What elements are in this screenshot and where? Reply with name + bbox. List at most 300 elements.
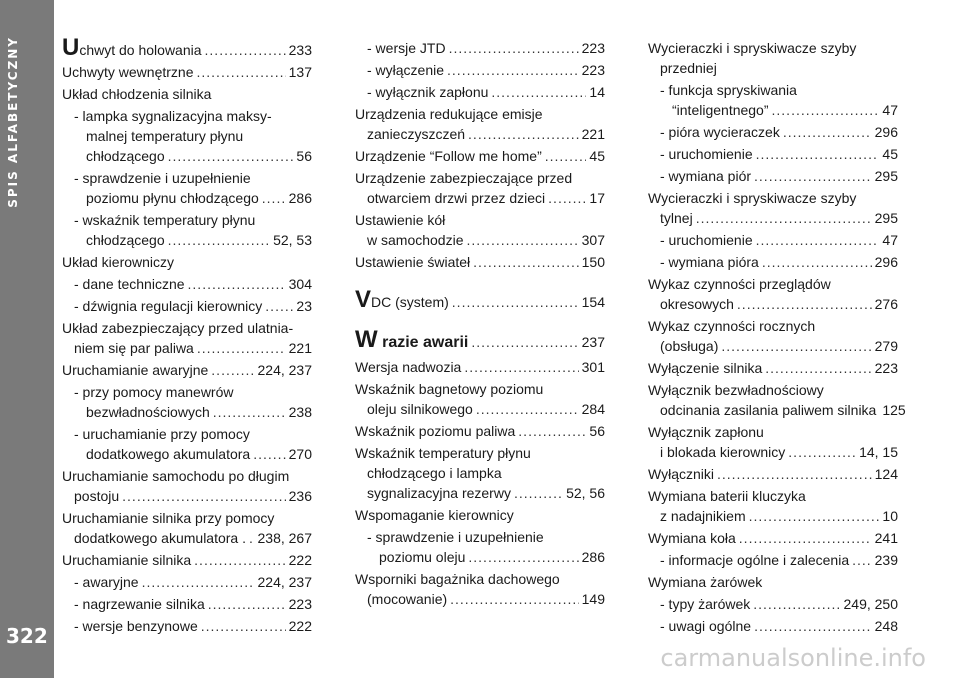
entry-text [355, 106, 543, 122]
entry-continuation: przedniej [660, 60, 717, 76]
entry-text [62, 360, 208, 380]
entry-label: - uruchomienie [660, 146, 753, 162]
entry-label: - dane techniczne [74, 276, 185, 292]
entry-text [660, 594, 750, 614]
entry-last-line [355, 230, 605, 250]
page-ref: 284 [581, 401, 605, 417]
entry-last-line [367, 547, 605, 567]
page-ref: 222 [288, 618, 312, 634]
entry-continuation: sygnalizacyjna rezerwy [367, 485, 511, 501]
index-subentry [648, 594, 898, 614]
page-ref: 124 [874, 466, 898, 482]
sidebar [0, 0, 54, 678]
entry-label: - awaryjne [74, 574, 139, 590]
page-ref: 149 [581, 591, 605, 607]
entry-label: - sprawdzenie i uzupełnienie [367, 529, 544, 545]
entry-text [62, 86, 211, 102]
entry-label: Wersja nadwozia [355, 359, 462, 375]
entry-text [355, 571, 560, 587]
page-ref: 221 [581, 126, 605, 142]
entry-text [62, 510, 274, 526]
page-ref: 150 [581, 254, 605, 270]
entry-label: - wersje JTD [367, 40, 446, 56]
entry-label: Wsporniki bagażnika dachowego [355, 571, 560, 587]
entry-text [367, 529, 544, 545]
page-ref: 239 [874, 552, 898, 568]
page-ref: 304 [288, 276, 312, 292]
entry-line [648, 486, 898, 506]
entry-label: - wskaźnik temperatury płynu [74, 212, 256, 228]
entry-label: - lampka sygnalizacyjna maksy- [74, 108, 272, 124]
entry-continuation: odcinania zasilania paliwem silnika [660, 402, 877, 418]
leader-dots [450, 589, 579, 609]
entry-line [62, 550, 312, 570]
entry-line [355, 569, 605, 589]
entry-continuation: (mocowanie) [367, 591, 448, 607]
entry-text [367, 82, 488, 102]
entry-continuation: w samochodzie [367, 232, 464, 248]
index-entry [648, 188, 898, 228]
entry-text [648, 574, 762, 590]
entry-line [660, 252, 898, 272]
entry-text [355, 252, 470, 272]
entry-continuation: niem się par paliwa [74, 340, 194, 356]
leader-dots [188, 274, 286, 294]
entry-line [355, 252, 605, 272]
entry-text [355, 507, 514, 523]
entry-line [648, 188, 898, 208]
page-ref: 307 [581, 232, 605, 248]
entry-line [74, 210, 312, 230]
entry-line [74, 572, 312, 592]
leader-dots [468, 547, 578, 567]
index-entry [648, 572, 898, 592]
entry-last-line [648, 400, 906, 420]
leader-dots [467, 230, 579, 250]
entry-text [62, 254, 174, 270]
index-entry [62, 550, 312, 570]
index-entry [62, 252, 312, 272]
entry-text [660, 144, 753, 164]
entry-label: - pióra wycieraczek [660, 124, 780, 140]
entry-continuation: dodatkowego akumulatora [86, 446, 251, 462]
leader-dots [548, 188, 586, 208]
index-subentry [648, 550, 898, 570]
entry-line [660, 550, 898, 570]
entry-continuation: bezwładnościowych [86, 404, 210, 420]
leader-dots [197, 62, 286, 82]
entry-line [62, 466, 312, 486]
entry-last-line [648, 336, 898, 356]
index-subentry [648, 166, 898, 186]
page-ref: 47 [882, 232, 898, 248]
entry-continuation: malnej temperatury płynu [86, 128, 244, 144]
entry-label: Ustawienie świateł [355, 254, 471, 270]
leader-dots [194, 550, 285, 570]
page-ref: 14 [589, 84, 605, 100]
entry-text [648, 276, 831, 292]
entry-line [74, 382, 312, 402]
entry-continuation: i blokada kierownicy [660, 444, 786, 460]
entry-label: Układ kierowniczy [62, 254, 175, 270]
entry-label: Wskaźnik bagnetowy poziomu [355, 381, 544, 397]
leader-dots [122, 486, 285, 506]
page-number: 322 [6, 624, 48, 648]
leader-dots [737, 294, 872, 314]
entry-text [660, 550, 849, 570]
leader-dots [756, 144, 880, 164]
index-subentry [62, 382, 312, 422]
entry-text [355, 286, 449, 313]
page-ref: 248 [874, 618, 898, 634]
entry-line [660, 80, 898, 100]
entry-text [648, 464, 714, 484]
entry-label: Wyłącznik zapłonu [648, 424, 764, 440]
entry-text [648, 424, 764, 440]
leader-dots [754, 616, 872, 636]
entry-text [74, 572, 139, 592]
entry-label: Wskaźnik temperatury płynu [355, 445, 531, 461]
entry-continuation: chłodzącego [86, 232, 165, 248]
entry-last-line [355, 399, 605, 419]
initial-letter: U [62, 34, 80, 61]
index-entry [62, 84, 312, 104]
leader-dots [518, 421, 586, 441]
leader-dots [262, 188, 286, 208]
entry-text [74, 108, 272, 124]
entry-line [62, 360, 312, 380]
page-ref: 17 [589, 190, 605, 206]
leader-dots [721, 336, 871, 356]
entry-label: Wymiana baterii kluczyka [648, 488, 806, 504]
entry-last-line [62, 486, 312, 506]
entry-label: Wyłączenie silnika [648, 360, 763, 376]
entry-line [355, 146, 605, 166]
index-entry [648, 422, 898, 462]
entry-label: Wspomaganie kierownicy [355, 507, 514, 523]
entry-label: Urządzenie “Follow me home” [355, 148, 542, 164]
entry-text [74, 296, 262, 316]
entry-label: - uwagi ogólne [660, 618, 752, 634]
entry-label: - wyłącznik zapłonu [367, 84, 489, 100]
leader-dots [514, 483, 563, 503]
entry-label: - wymiana piór [660, 168, 752, 184]
page-ref: 249, 250 [843, 596, 898, 612]
page-ref: 286 [581, 549, 605, 565]
leader-dots [491, 82, 586, 102]
entry-text [648, 488, 806, 504]
index-entry [355, 505, 605, 525]
entry-line [648, 274, 898, 294]
entry-line [62, 252, 312, 272]
entry-last-line [355, 124, 605, 144]
entry-text [648, 358, 762, 378]
entry-label: Uchwyty wewnętrzne [62, 64, 194, 80]
entry-label: Wycieraczki i spryskiwacze szyby [648, 190, 857, 206]
entry-text [355, 421, 515, 441]
entry-last-line [648, 294, 898, 314]
index-entry [355, 146, 605, 166]
entry-label: - sprawdzenie i uzupełnienie [74, 170, 251, 186]
entry-line [660, 594, 898, 614]
index-entry [355, 569, 605, 609]
entry-continuation: poziomu płynu chłodzącego [86, 190, 259, 206]
page-ref: 286 [288, 190, 312, 206]
entry-label: Wykaz czynności rocznych [648, 318, 816, 334]
entry-text [62, 320, 293, 336]
entry-text [660, 122, 780, 142]
entry-label: - nagrzewanie silnika [74, 596, 205, 612]
entry-line [355, 286, 605, 313]
entry-label: - uruchomienie [660, 232, 753, 248]
entry-line [367, 527, 605, 547]
entry-last-line [74, 402, 312, 422]
entry-label: Układ chłodzenia silnika [62, 86, 212, 102]
entry-text [74, 170, 251, 186]
entry-line [74, 594, 312, 614]
page-ref: 10 [882, 508, 898, 524]
entry-last-line [648, 442, 898, 462]
page-ref: 47 [882, 102, 898, 118]
page-ref: 279 [874, 338, 898, 354]
entry-continuation: tylnej [660, 210, 693, 226]
entry-text [74, 616, 198, 636]
entry-line [62, 508, 312, 528]
entry-label: - wersje benzynowe [74, 618, 198, 634]
entry-text [355, 326, 469, 353]
entry-last-line [62, 528, 312, 548]
entry-text [355, 357, 461, 377]
index-subentry [62, 210, 312, 250]
entry-label: Wymiana koła [648, 530, 736, 546]
entry-continuation: postoju [74, 488, 120, 504]
entry-line [355, 104, 605, 124]
entry-line [355, 326, 605, 353]
leader-dots [265, 296, 293, 316]
entry-last-line [62, 338, 312, 358]
entry-text [62, 550, 191, 570]
entry-line [648, 464, 898, 484]
entry-line [62, 84, 312, 104]
page-ref: 237 [581, 334, 605, 350]
page-ref: 223 [581, 62, 605, 78]
leader-dots [168, 146, 294, 166]
index-entry [355, 326, 605, 353]
entry-text [74, 384, 234, 400]
entry-continuation: poziomu oleju [379, 549, 466, 565]
entry-label: Uruchamianie awaryjne [62, 362, 209, 378]
entry-label: Uruchamianie silnika [62, 552, 192, 568]
index-entry [355, 421, 605, 441]
entry-line [355, 505, 605, 525]
entry-line [367, 38, 605, 58]
entry-text [62, 34, 202, 61]
entry-label: - wymiana pióra [660, 254, 759, 270]
entry-last-line [660, 100, 898, 120]
page-ref: 56 [296, 148, 312, 164]
entry-continuation: “inteligentnego” [672, 102, 769, 118]
entry-line [355, 379, 605, 399]
entry-label: Wskaźnik poziomu paliwa [355, 423, 516, 439]
leader-dots [468, 124, 579, 144]
entry-label: - wyłączenie [367, 62, 445, 78]
entry-bold-text: razie awarii [377, 334, 469, 351]
entry-text [74, 426, 250, 442]
entry-text [648, 528, 736, 548]
entry-text [648, 40, 856, 56]
index-subentry [648, 230, 898, 250]
entry-text [355, 445, 531, 461]
page-ref: 45 [589, 148, 605, 164]
leader-dots [201, 616, 286, 636]
entry-line [62, 318, 312, 338]
index-entry [355, 357, 605, 377]
page-ref: 295 [874, 168, 898, 184]
entry-last-line [74, 188, 312, 208]
entry-text [355, 212, 445, 228]
entry-text [355, 381, 543, 397]
index-subentry [62, 168, 312, 208]
entry-text [648, 190, 856, 206]
entry-text [62, 62, 194, 82]
index-subentry [62, 106, 312, 166]
index-subentry [648, 616, 898, 636]
leader-dots [783, 122, 872, 142]
entry-label: - przy pomocy manewrów [74, 384, 234, 400]
leader-dots [749, 506, 880, 526]
entry-label: Wyłączniki [648, 466, 714, 482]
index-subentry [355, 82, 605, 102]
entry-last-line [74, 444, 312, 464]
index-entry [648, 358, 898, 378]
page-ref: 56 [589, 423, 605, 439]
page-ref: 154 [581, 294, 605, 310]
entry-line [660, 166, 898, 186]
index-column-2 [355, 38, 605, 611]
entry-continuation: otwarciem drzwi przez dzieci [367, 190, 546, 206]
leader-dots [473, 252, 578, 272]
entry-text [355, 146, 542, 166]
entry-text [62, 468, 289, 484]
entry-line [648, 380, 898, 400]
leader-dots [208, 594, 286, 614]
leader-dots [756, 230, 880, 250]
index-entry [355, 286, 605, 313]
entry-label: Ustawienie kół [355, 212, 446, 228]
index-subentry [648, 252, 898, 272]
leader-dots [788, 442, 856, 462]
entry-continuation: z nadajnikiem [660, 508, 746, 524]
watermark: carmanualsonline.info [660, 644, 926, 672]
entry-line [355, 210, 605, 230]
index-subentry [62, 594, 312, 614]
index-entry [62, 360, 312, 380]
entry-last-line [355, 188, 605, 208]
index-subentry [648, 144, 898, 164]
entry-line [355, 357, 605, 377]
leader-dots [772, 100, 880, 120]
leader-dots [754, 166, 872, 186]
page-ref: 222 [288, 552, 312, 568]
page-ref: 223 [288, 596, 312, 612]
leader-dots [211, 360, 254, 380]
entry-last-line [74, 146, 312, 166]
leader-dots [696, 208, 872, 228]
entry-text [74, 594, 205, 614]
index-subentry [62, 274, 312, 294]
leader-dots [765, 358, 871, 378]
entry-label: - funkcja spryskiwania [660, 82, 797, 98]
index-entry [62, 62, 312, 82]
index-entry [648, 38, 898, 78]
entry-label: - typy żarówek [660, 596, 751, 612]
index-entry [62, 318, 312, 358]
entry-text [648, 382, 824, 398]
entry-line [74, 106, 312, 126]
page-ref: 137 [288, 64, 312, 80]
page-ref: 296 [874, 124, 898, 140]
initial-letter: V [355, 286, 372, 313]
entry-line [74, 296, 312, 316]
entry-line [355, 421, 605, 441]
entry-line [648, 38, 898, 58]
page-ref: 238 [288, 404, 312, 420]
entry-continuation: chłodzącego [86, 148, 165, 164]
entry-line [660, 230, 898, 250]
page-ref: 301 [581, 359, 605, 375]
entry-line [74, 424, 312, 444]
index-subentry [62, 572, 312, 592]
entry-label: - informacje ogólne i zalecenia [660, 552, 850, 568]
entry-line [660, 144, 898, 164]
index-column-3 [648, 38, 906, 638]
entry-text [660, 616, 751, 636]
entry-line [648, 572, 898, 592]
leader-dots [253, 444, 285, 464]
entry-label: Wycieraczki i spryskiwacze szyby [648, 40, 857, 56]
index-entry [648, 486, 898, 526]
entry-line [355, 168, 605, 188]
entry-text [367, 38, 446, 58]
entry-line [660, 122, 898, 142]
index-entry [648, 528, 898, 548]
entry-line [355, 443, 605, 463]
index-entry [355, 379, 605, 419]
leader-dots [852, 550, 872, 570]
index-subentry [62, 616, 312, 636]
leader-dots [449, 38, 579, 58]
leader-dots [197, 338, 286, 358]
entry-continuation: oleju silnikowego [367, 401, 473, 417]
entry-text [74, 212, 255, 228]
page-ref: 221 [288, 340, 312, 356]
index-entry [648, 316, 898, 356]
page-ref: 270 [288, 446, 312, 462]
entry-label: Urządzenie zabezpieczające przed [355, 170, 573, 186]
entry-label: Urządzenia redukujące emisje [355, 106, 543, 122]
entry-continuation: zanieczyszczeń [367, 126, 466, 142]
index-column-1 [62, 34, 312, 638]
page-ref: 52, 53 [273, 232, 312, 248]
index-entry [648, 380, 906, 420]
page-ref: 52, 56 [566, 485, 605, 501]
entry-continuation: okresowych [660, 296, 734, 312]
index-subentry [648, 122, 898, 142]
leader-dots [753, 594, 840, 614]
page-ref: 224, 237 [257, 574, 312, 590]
entry-text [74, 274, 185, 294]
entry-label: Układ zabezpieczający przed ulatnia- [62, 320, 294, 336]
